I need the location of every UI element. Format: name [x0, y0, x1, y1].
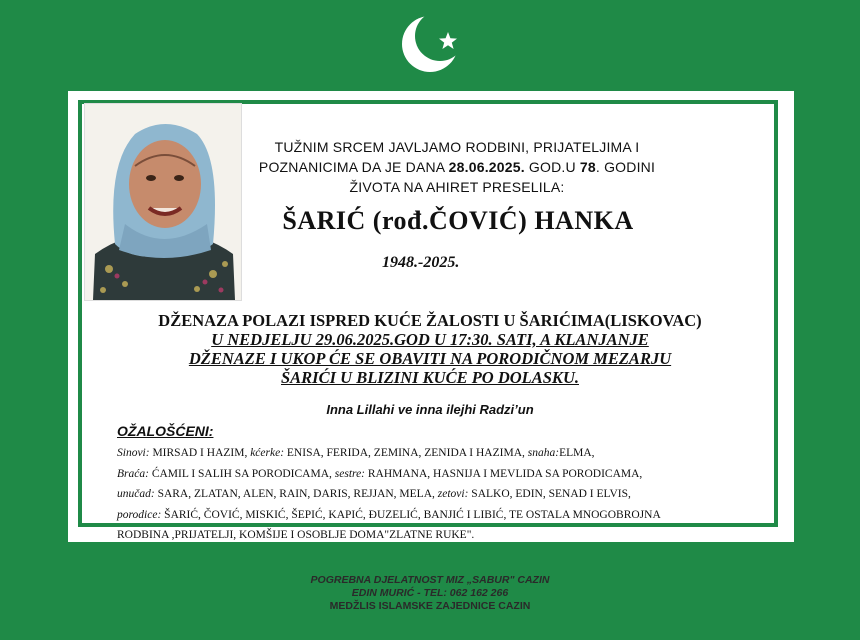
funeral-line-1: DŽENAZA POLAZI ISPRED KUĆE ŽALOSTI U ŠARIĆIMA(LISKOVAC)	[158, 311, 702, 330]
mourners-row: RODBINA ,PRIJATELJI, KOMŠIJE I OSOBLJE DOMA"ZLATNE RUKE".	[117, 529, 475, 542]
age: 78	[579, 159, 596, 175]
announcement-line-2: POZNANICIMA DA JE DANA 28.06.2025. GOD.U 78. GODINI	[258, 159, 656, 175]
announcement-line-3: ŽIVOTA NA AHIRET PRESELILA:	[349, 179, 565, 195]
funeral-details	[110, 311, 750, 387]
life-years: 1948.-2025.	[382, 254, 460, 271]
mourners-row: Braća: ĆAMIL I SALIH SA PORODICAMA, sestre: RAHMANA, HASNIJA I MEVLIDA SA PORODICAMA,	[117, 467, 643, 480]
mourners-title: OŽALOŠĆENI:	[117, 423, 214, 439]
funeral-line-2: U NEDJELJU 29.06.2025.GOD U 17:30. SATI, A KLANJANJE	[211, 330, 649, 349]
mourners-row: Sinovi: MIRSAD I HAZIM, kćerke: ENISA, FERIDA, ZEMINA, ZENIDA I HAZIMA, snaha:ELMA,	[117, 447, 595, 459]
footer-line-1: POGREBNA DJELATNOST MIZ „SABUR" CAZIN	[310, 574, 550, 586]
portrait-photo	[84, 103, 242, 301]
footer-line-2: EDIN MURIĆ - TEL: 062 162 266	[351, 587, 509, 599]
announcement-text	[252, 137, 662, 197]
crescent-star-icon	[402, 10, 462, 74]
announcement-line-1: TUŽNIM SRCEM JAVLJAMO RODBINI, PRIJATELJIMA I	[274, 139, 640, 155]
mourners-row: porodice: ŠARIĆ, ČOVIĆ, MISKIĆ, ŠEPIĆ, KAPIĆ, ĐUZELIĆ, BANJIĆ I LIBIĆ, TE OSTALA MNOGOBROJNA	[117, 508, 661, 521]
footer-line-3: MEDŽLIS ISLAMSKE ZAJEDNICE CAZIN	[329, 600, 531, 612]
deceased-name: ŠARIĆ (rođ.ČOVIĆ) HANKA	[282, 206, 634, 235]
death-date: 28.06.2025.	[448, 159, 525, 175]
mourners-row: unučad: SARA, ZLATAN, ALEN, RAIN, DARIS, REJJAN, MELA, zetovi: SALKO, EDIN, SENAD I ELVIS,	[117, 488, 631, 501]
mourners-list	[117, 443, 757, 542]
funeral-home-footer	[230, 574, 630, 613]
prayer-text: Inna Lillahi ve inna ilejhi Radzi’un	[326, 402, 534, 417]
funeral-line-4: ŠARIĆI U BLIZINI KUĆE PO DOLASKU.	[281, 368, 579, 387]
funeral-line-3: DŽENAZE I UKOP ĆE SE OBAVITI NA PORODIČNOM MEZARJU	[188, 349, 672, 368]
